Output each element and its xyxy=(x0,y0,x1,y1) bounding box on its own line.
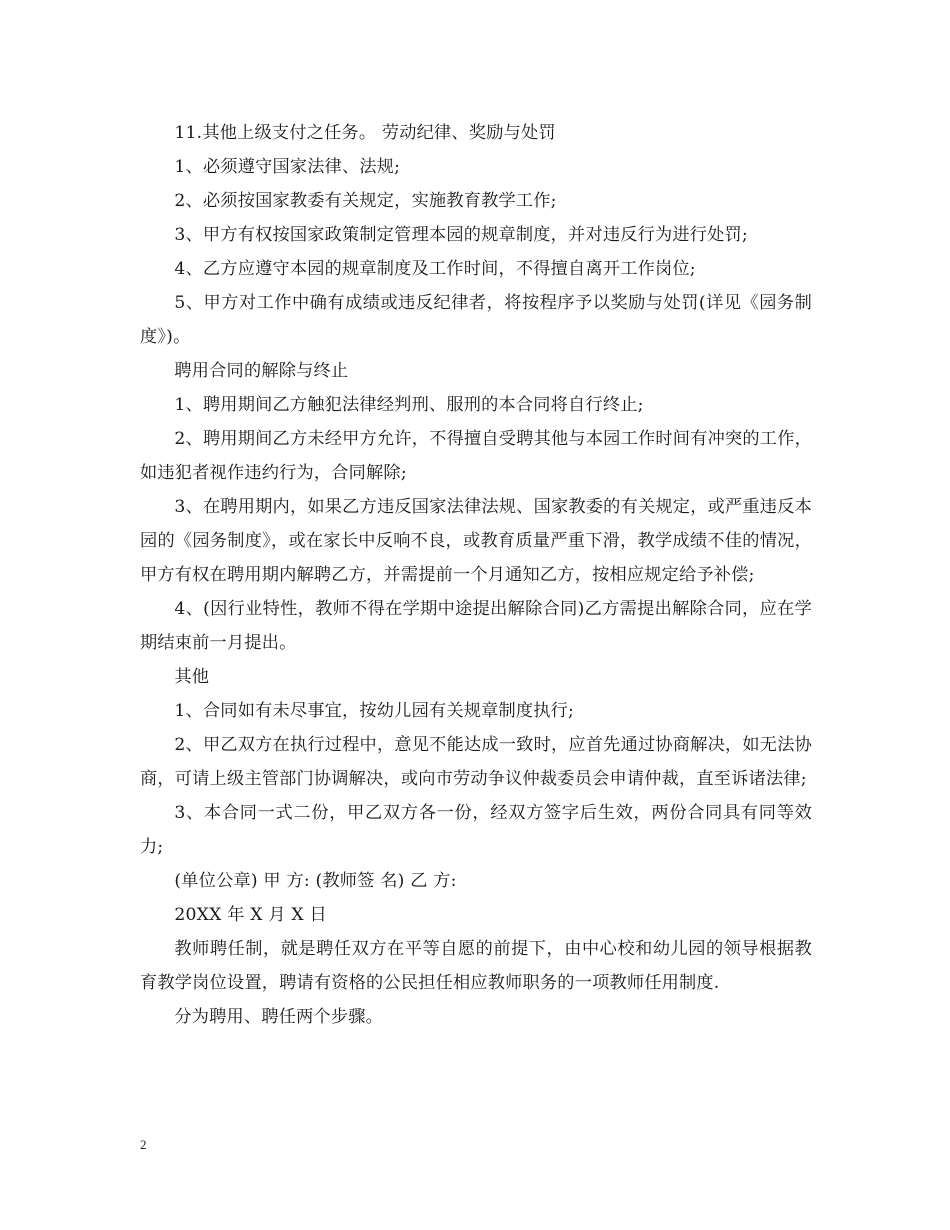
paragraph-6: 5、甲方对工作中确有成绩或违反纪律者，将按程序予以奖励与处罚(详见《园务制度》)。 xyxy=(140,293,812,347)
paragraph-9: 2、聘用期间乙方未经甲方允许，不得擅自受聘其他与本园工作时间有冲突的工作，如违犯者视作违约行为，合同解除; xyxy=(140,429,812,483)
paragraph-1: 11.其他上级支付之任务。 劳动纪律、奖励与处罚 xyxy=(174,123,556,143)
signature-line: (单位公章) 甲 方: (教师签 名) 乙 方: xyxy=(174,871,457,891)
section-heading-termination: 聘用合同的解除与终止 xyxy=(174,361,349,381)
paragraph-19: 分为聘用、聘任两个步骤。 xyxy=(174,1007,384,1027)
paragraph-10: 3、在聘用期内，如果乙方违反国家法律法规、国家教委的有关规定，或严重违反本园的《园务制度》，或在家长中反响不良，或教育质量严重下滑，教学成绩不佳的情况，甲方有权在聘用期内解聘乙方，并需提前一个月通知乙方，按相应规定给予补偿; xyxy=(140,497,812,585)
page-number: 2 xyxy=(140,1137,147,1152)
paragraph-15: 3、本合同一式二份，甲乙双方各一份，经双方签字后生效，两份合同具有同等效力; xyxy=(140,803,812,857)
paragraph-4: 3、甲方有权按国家政策制定管理本园的规章制度，并对违反行为进行处罚; xyxy=(174,225,748,245)
paragraph-2: 1、必须遵守国家法律、法规; xyxy=(174,157,401,177)
paragraph-3: 2、必须按国家教委有关规定，实施教育教学工作; xyxy=(174,191,557,211)
paragraph-8: 1、聘用期间乙方触犯法律经判刑、服刑的本合同将自行终止; xyxy=(174,395,644,415)
paragraph-13: 1、合同如有未尽事宜，按幼儿园有关规章制度执行; xyxy=(174,701,575,721)
paragraph-18: 教师聘任制，就是聘任双方在平等自愿的前提下，由中心校和幼儿园的领导根据教育教学岗位设置，聘请有资格的公民担任相应教师职务的一项教师任用制度. xyxy=(140,939,812,993)
section-heading-other: 其他 xyxy=(174,667,210,687)
paragraph-11: 4、(因行业特性，教师不得在学期中途提出解除合同)乙方需提出解除合同，应在学期结束前一月提出。 xyxy=(140,599,812,653)
date-line: 20XX 年 X 月 X 日 xyxy=(174,905,327,925)
paragraph-14: 2、甲乙双方在执行过程中，意见不能达成一致时，应首先通过协商解决，如无法协商，可请上级主管部门协调解决，或向市劳动争议仲裁委员会申请仲裁，直至诉诸法律; xyxy=(140,735,812,789)
paragraph-5: 4、乙方应遵守本园的规章制度及工作时间，不得擅自离开工作岗位; xyxy=(174,259,696,279)
document-body xyxy=(140,116,812,1034)
